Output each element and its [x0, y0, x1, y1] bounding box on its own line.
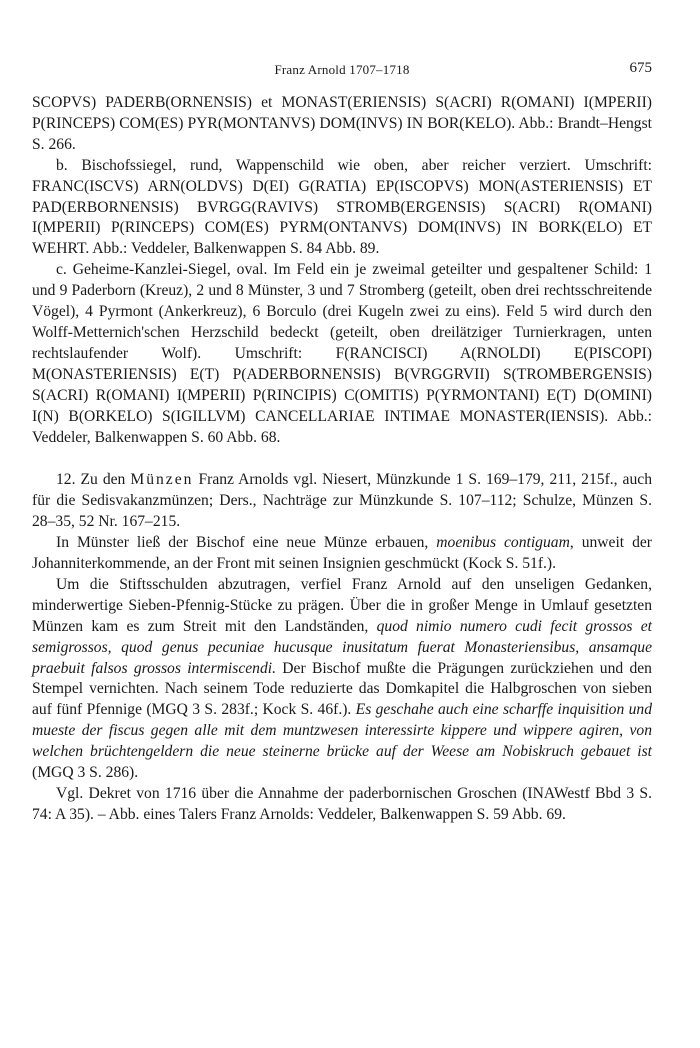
section-12-heading-word: Münzen	[130, 471, 194, 489]
paragraph-debts	[32, 575, 652, 784]
muenster-text-before: In Münster ließ der Bischof eine neue Münze erbauen,	[56, 534, 437, 552]
section-12-text: Franz Arnolds vgl. Niesert, Münzkunde 1 S. 169–179, 211, 215f., auch für die Sedisvakanzmünzen; Ders., Nachträge zur Münzkunde S. 107–112; Schulze, Münzen S. 28–35, 52 Nr. 167–215.	[32, 471, 652, 531]
muenster-latin-phrase: moenibus contiguam	[436, 534, 570, 552]
running-head	[32, 60, 652, 84]
page-body	[32, 93, 652, 826]
paragraph-seal-c: c. Geheime-Kanzlei-Siegel, oval. Im Feld ein je zweimal geteilter und gespaltener Schild: 1 und 9 Paderborn (Kreuz), 2 und 8 Münster, 3 und 7 Stromberg (geteilt, oben drei rechtsschreitende Vögel), 4 Pyrmont (Ankerkreuz), 6 Borculo (drei Kugeln zwei zu eins). Feld 5 wird durch den Wolff-Metternich'schen Herzschild bedeckt (geteilt, oben dreilätziger Turnierkragen, unten rechtslaufender Wolf). Umschrift: F(RANCISCI) A(RNOLDI) E(PISCOPI) M(ONASTERIENSIS) E(T) P(ADERBORNENSIS) B(VRGGRVII) S(TROMBERGENSIS) S(ACRI) R(OMANI) I(MPERII) P(RINCIPIS) C(OMITIS) P(YRMONTANI) E(T) D(OMINI) I(N) B(ORKELO) S(IGILLVM) CANCELLARIAE INTIMAE MONASTER(IENSIS). Abb.: Veddeler, Balkenwappen S. 60 Abb. 68.	[32, 261, 652, 446]
debts-german-quote: Es geschahe auch eine scharffe inquisition und mueste der fiscus gegen alle mit dem muntzwesen interessirte kippere und wippere agiren, von welchen brüchtengeldern die neue steinerne brücke auf der Weese am Nobiskruch gebauet ist	[32, 701, 652, 761]
muenster-text-after: , unweit der Johanniterkommende, an der Front mit seinen Insignien geschmückt (Kock S. 51f.).	[32, 534, 652, 573]
paragraph-section-12	[32, 470, 652, 533]
paragraph-muenster-mint	[32, 533, 652, 575]
debts-text-3: (MGQ 3 S. 286).	[32, 764, 139, 782]
paragraph-seal-a-continued: SCOPVS) PADERB(ORNENSIS) et MONAST(ERIENSIS) S(ACRI) R(OMANI) I(MPERII) P(RINCEPS) COM(ES) PYR(MONTANVS) DOM(INVS) IN BOR(KELO). Abb.: Brandt–Hengst S. 266.	[32, 94, 652, 153]
paragraph-seal-b: b. Bischofssiegel, rund, Wappenschild wie oben, aber reicher verziert. Umschrift: FRANC(ISCVS) ARN(OLDVS) D(EI) G(RATIA) EP(ISCOPVS) MON(ASTERIENSIS) ET PAD(ERBORNENSIS) BVRGG(RAVIVS) STROMB(ERGENSIS) S(ACRI) R(OMANI) I(MPERII) P(RINCEPS) COM(ES) PYRM(ONTANVS) DOM(INVS) IN BORK(ELO) ET WEHRT. Abb.: Veddeler, Balkenwappen S. 84 Abb. 89.	[32, 156, 652, 258]
paragraph-decree: Vgl. Dekret von 1716 über die Annahme der paderbornischen Groschen (INAWestf Bbd 3 S. 74: A 35). – Abb. eines Talers Franz Arnolds: Veddeler, Balkenwappen S. 59 Abb. 69.	[32, 785, 652, 823]
debts-text-2: Der Bischof mußte die Prägungen zurückziehen und den Stempel vernichten. Nach seinem Tode reduzierte das Domkapitel die Halbgroschen von sieben auf fünf Pfennige (MGQ 3 S. 283f.; Kock S. 46f.).	[32, 659, 652, 719]
section-gap	[32, 448, 652, 470]
section-12-prefix: 12. Zu den	[56, 471, 131, 489]
debts-text-1: Um die Stiftsschulden abzutragen, verfiel Franz Arnold auf den unseligen Gedanken, minderwertige Sieben-Pfennig-Stücke zu prägen. Über die in großer Menge in Umlauf gesetzten Münzen kam es zum Streit mit den Landständen,	[32, 575, 652, 635]
debts-latin-quote: quod nimio numero cudi fecit grossos et semigrossos, quod genus pecuniae hucusque inusitatum fuerat Monasteriensibus, ansamque praebuit falsos grossos intermiscendi.	[32, 617, 652, 677]
page-number: 675	[629, 60, 652, 76]
running-title: Franz Arnold 1707–1718	[274, 62, 410, 77]
